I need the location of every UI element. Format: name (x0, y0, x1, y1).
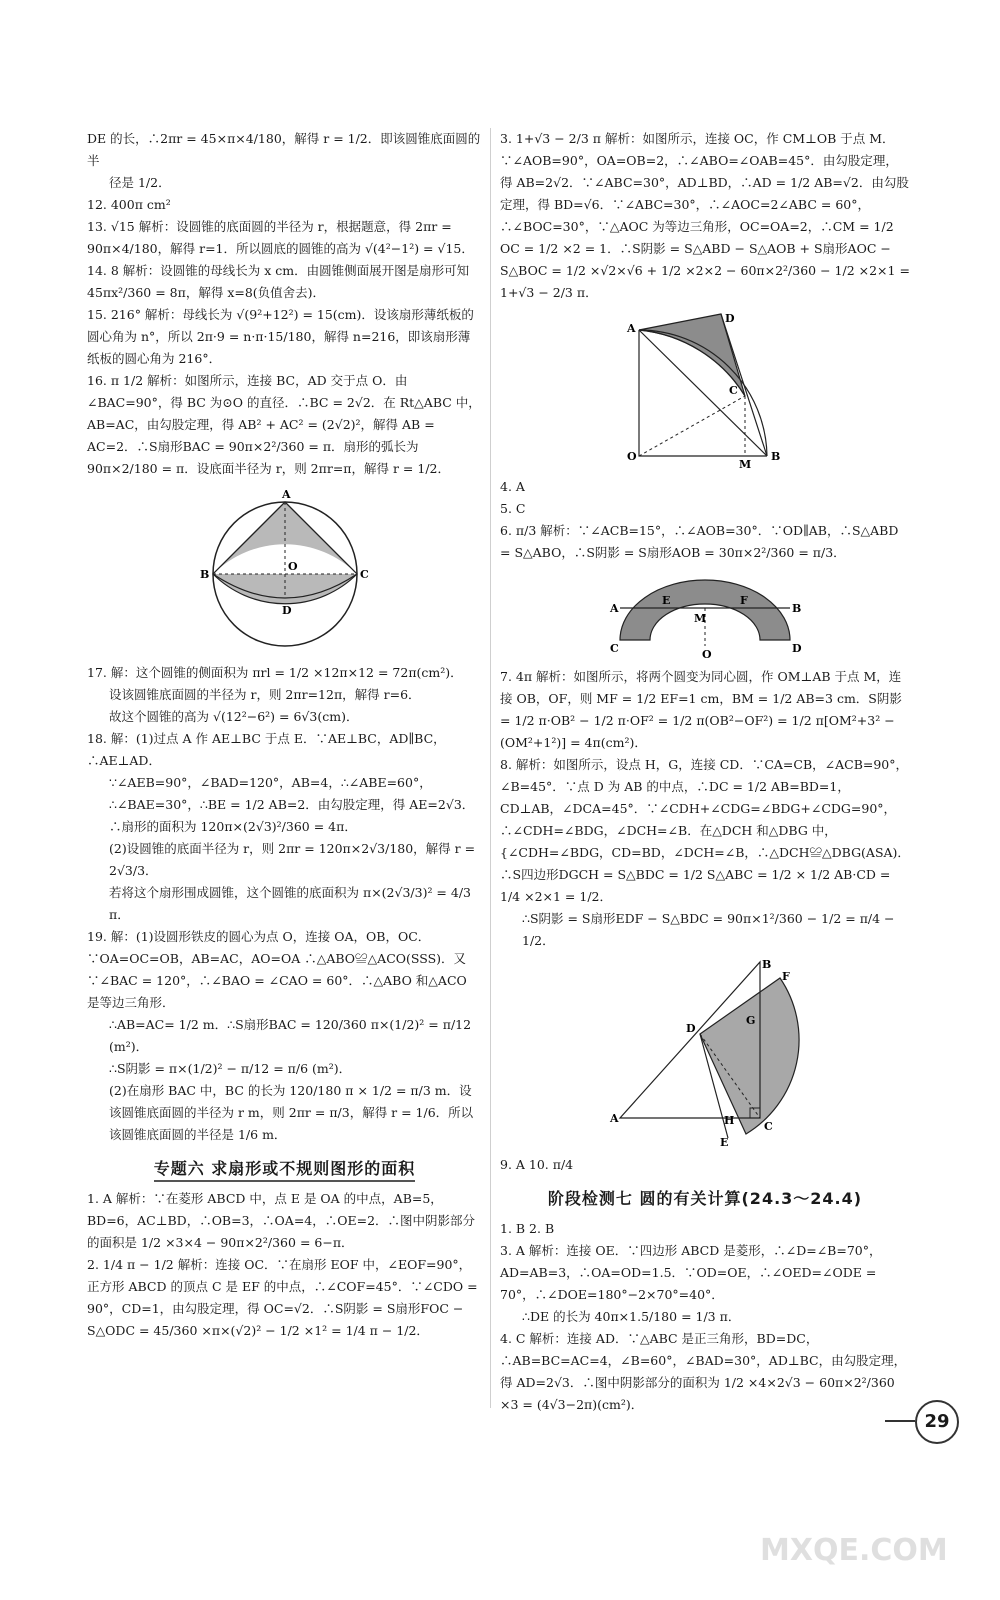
label-E: E (720, 1136, 729, 1149)
text-line: ∴AB=AC= 1/2 m．∴S扇形BAC = 120/360 π×(1/2)² = π/12 (m²)． (109, 1017, 472, 1054)
right-column (500, 128, 910, 1416)
column-divider (490, 128, 491, 1408)
label-C: C (610, 642, 619, 655)
label-E: E (662, 594, 671, 607)
label-D: D (686, 1022, 696, 1035)
triangle-sector-figure (610, 958, 800, 1148)
label-A: A (281, 488, 291, 501)
text-line: ∵∠AEB=90°，∠BAD=120°，AB=4，∴∠ABE=60°， (109, 775, 432, 790)
label-H: H (724, 1114, 735, 1127)
text-line: ∴∠BAE=30°，∴BE = 1/2 AB=2．由勾股定理，得 AE=2√3． (109, 797, 475, 812)
text-line: 9. A 10. π/4 (500, 1157, 574, 1172)
text-line: 16. π 1/2 解析：如图所示，连接 BC，AD 交于点 O．由 ∠BAC=90°，得 BC 为⊙O 的直径．∴BC = 2√2．在 Rt△ABC 中，AB=AC，由勾股定理，得 AB² + AC² = (2√2)²，解得 AB = AC=2．∴S扇形BAC = 90π×2²/360 = π．扇形的弧长为 90π×2/180 = π．设底面半径为 r，则 2πr=π，解得 r = 1/2． (87, 373, 481, 476)
section-title (87, 1158, 482, 1180)
label-B: B (762, 958, 772, 971)
text-line: 3. A 解析：连接 OE．∵四边形 ABCD 是菱形，∴∠D=∠B=70°，AD=AB=3，∴OA=OD=1.5．∵OD=OE，∴∠OED=∠ODE = 70°，∴∠DOE=180°−2×70°=40°． (500, 1243, 882, 1302)
section-title-text: 专题六 求扇形或不规则图形的面积 (154, 1159, 416, 1182)
label-A: A (627, 322, 636, 335)
text-line: ∴DE 的长为 40π×1.5/180 = 1/3 π． (522, 1309, 741, 1324)
text-line: 1. A 解析：∵在菱形 ABCD 中，点 E 是 OA 的中点，AB=5，BD=6，AC⊥BD，∴OB=3，∴OA=4，∴OE=2．∴图中阴影部分的面积是 1/2 ×3×4 − 90π×2²/360 = 6−π． (87, 1191, 476, 1250)
text-line: 径是 1/2． (109, 175, 171, 190)
label-M: M (739, 458, 752, 471)
text-line: ∴S阴影 = S扇形EDF − S△BDC = 90π×1²/360 − 1/2 = π/4 − 1/2． (522, 911, 895, 948)
label-C: C (359, 568, 369, 581)
square-arc-figure (625, 310, 785, 470)
label-C: C (764, 1120, 773, 1133)
text-line: 12. 400π cm² (87, 197, 171, 212)
label-D: D (725, 312, 735, 325)
text-line: 若将这个扇形围成圆锥，这个圆锥的底面积为 π×(2√3/3)² = 4/3 π． (109, 885, 472, 922)
section-title-text: 阶段检测七 圆的有关计算(24.3～24.4) (547, 1189, 863, 1208)
text-line: 设该圆锥底面圆的半径为 r，则 2πr=12π，解得 r=6． (109, 687, 421, 702)
text-line: 15. 216° 解析：母线长为 √(9²+12²) = 15(cm)．设该扇形薄纸板的圆心角为 n°，所以 2π·9 = n·π·15/180，解得 n=216，即该扇形薄纸板的圆心角为 216°． (87, 307, 474, 366)
text-line: 4. C 解析：连接 AD．∵△ABC 是正三角形，BD=DC，∴AB=BC=AC=4，∠B=60°，∠BAD=30°，AD⊥BC，由勾股定理，得 AD=2√3．∴图中阴影部分的面积为 1/2 ×4×2√3 − 60π×2²/360 ×3 = (4√3−2π)(cm²)． (500, 1331, 907, 1412)
label-A: A (610, 602, 619, 615)
text-line: (2)在扇形 BAC 中，BC 的长为 120/180 π × 1/2 = π/3 m．设该圆锥底面圆的半径为 r m，则 2πr = π/3，解得 r = 1/6．所以该圆锥底面圆的半径是 1/6 m． (109, 1083, 474, 1142)
label-F: F (740, 594, 748, 607)
text-line: ∴S阴影 = π×(1/2)² − π/12 = π/6 (m²)． (109, 1061, 352, 1076)
text-line: 6. π/3 解析：∵∠ACB=15°，∴∠AOB=30°．∵OD∥AB，∴S△ABD = S△ABO，∴S阴影 = S扇形AOB = 30π×2²/360 = π/3． (500, 523, 899, 560)
text-line: 18. 解：(1)过点 A 作 AE⊥BC 于点 E．∵AE⊥BC，AD∥BC，∴AE⊥AD． (87, 731, 446, 768)
label-G: G (746, 1014, 756, 1027)
text-line: 17. 解：这个圆锥的侧面积为 πrl = 1/2 ×12π×12 = 72π(cm²)． (87, 665, 463, 680)
label-B: B (199, 568, 209, 581)
label-O: O (627, 450, 637, 463)
text-line: ∴扇形的面积为 120π×(2√3)²/360 = 4π． (109, 819, 357, 834)
text-line: 13. √15 解析：设圆锥的底面圆的半径为 r，根据题意，得 2πr = 90π×4/180，解得 r=1．所以圆底的圆锥的高为 √(4²−1²) = √15． (87, 219, 474, 256)
section-title (500, 1188, 910, 1210)
text-line: 14. 8 解析：设圆锥的母线长为 x cm．由圆锥侧面展开图是扇形可知 45πx²/360 = 8π，解得 x=8(负值舍去)． (87, 263, 470, 300)
text-line: 3. 1+√3 − 2/3 π 解析：如图所示，连接 OC，作 CM⊥OB 于点 M．∵∠AOB=90°，OA=OB=2，∴∠ABO=∠OAB=45°．由勾股定理，得 AB=2√2．∵∠ABC=30°，AD⊥BD，∴AD = 1/2 AB=√2．由勾股定理，得 BD=√6．∵∠ABC=30°，∴∠AOC=2∠ABC = 60°，∴∠BOC=30°，∵△AOC 为等边三角形，OC=OA=2，∴CM = 1/2 OC = 1/2 ×2 = 1．∴S阴影 = S△ABD − S△AOB + S扇形AOC − S△BOC = 1/2 ×√2×√6 + 1/2 ×2×2 − 60π×2²/360 − 1/2 ×2×1 = 1+√3 − 2/3 π． (500, 131, 910, 300)
label-B: B (771, 450, 781, 463)
label-M: M (694, 612, 707, 625)
page-number-line (885, 1420, 915, 1422)
text-line: 1. B 2. B (500, 1221, 555, 1236)
label-B: B (792, 602, 802, 615)
annulus-figure (610, 570, 800, 660)
left-column (87, 128, 482, 1342)
text-line: 7. 4π 解析：如图所示，将两个圆变为同心圆，作 OM⊥AB 于点 M，连接 OB，OF，则 MF = 1/2 EF=1 cm，BM = 1/2 AB=3 cm．S阴影 = 1/2 π·OB² − 1/2 π·OF² = 1/2 π(OB²−OF²) = 1/2 π[OM²+3² − (OM²+1²)] = 4π(cm²)． (500, 669, 902, 750)
text-line: 4. A (500, 479, 525, 494)
text-line: (2)设圆锥的底面半径为 r，则 2πr = 120π×2√3/180，解得 r = 2√3/3． (109, 841, 476, 878)
watermark-logo: MXQE.COM (760, 1533, 948, 1568)
label-D: D (792, 642, 802, 655)
circle-sector-figure (200, 486, 370, 656)
text-line: 19. 解：(1)设圆形铁皮的圆心为点 O，连接 OA，OB，OC．∵OA=OC=OB，AB=AC，AO=OA ∴△ABO≌△ACO(SSS)．又∵∠BAC = 120°，∴∠BAO = ∠CAO = 60°．∴△ABO 和△ACO 是等边三角形． (87, 929, 467, 1010)
label-C: C (729, 384, 738, 397)
label-D: D (281, 604, 292, 617)
page-number: 29 (915, 1400, 959, 1444)
label-A: A (610, 1112, 619, 1125)
text-line: 5. C (500, 501, 526, 516)
text-line: 8. 解析：如图所示，设点 H，G，连接 CD．∵CA=CB，∠ACB=90°，∠B=45°．∵点 D 为 AB 的中点，∴DC = 1/2 AB=BD=1，CD⊥AB，∠DCA=45°．∵∠CDH+∠CDG=∠BDG+∠CDG=90°，∴∠CDH=∠BDG，∠DCH=∠B．在△DCH 和△DBG 中，{∠CDH=∠BDG，CD=BD，∠DCH=∠B，∴△DCH≌△DBG(ASA)．∴S四边形DGCH = S△BDC = 1/2 S△ABC = 1/2 × 1/2 AB·CD = 1/4 ×2×1 = 1/2． (500, 757, 910, 904)
text-line: DE 的长，∴2πr = 45×π×4/180，解得 r = 1/2．即该圆锥底面圆的半 (87, 131, 481, 168)
label-O: O (702, 648, 712, 661)
label-O: O (287, 560, 298, 573)
text-line: 故这个圆锥的高为 √(12²−6²) = 6√3(cm)． (109, 709, 359, 724)
text-line: 2. 1/4 π − 1/2 解析：连接 OC．∵在扇形 EOF 中，∠EOF=90°，正方形 ABCD 的顶点 C 是 EF 的中点，∴∠COF=45°．∵∠CDO = 90°，CD=1，由勾股定理，得 OC=√2．∴S阴影 = S扇形FOC − S△ODC = 45/360 ×π×(√2)² − 1/2 ×1² = 1/4 π − 1/2． (87, 1257, 478, 1338)
label-F: F (782, 970, 790, 983)
